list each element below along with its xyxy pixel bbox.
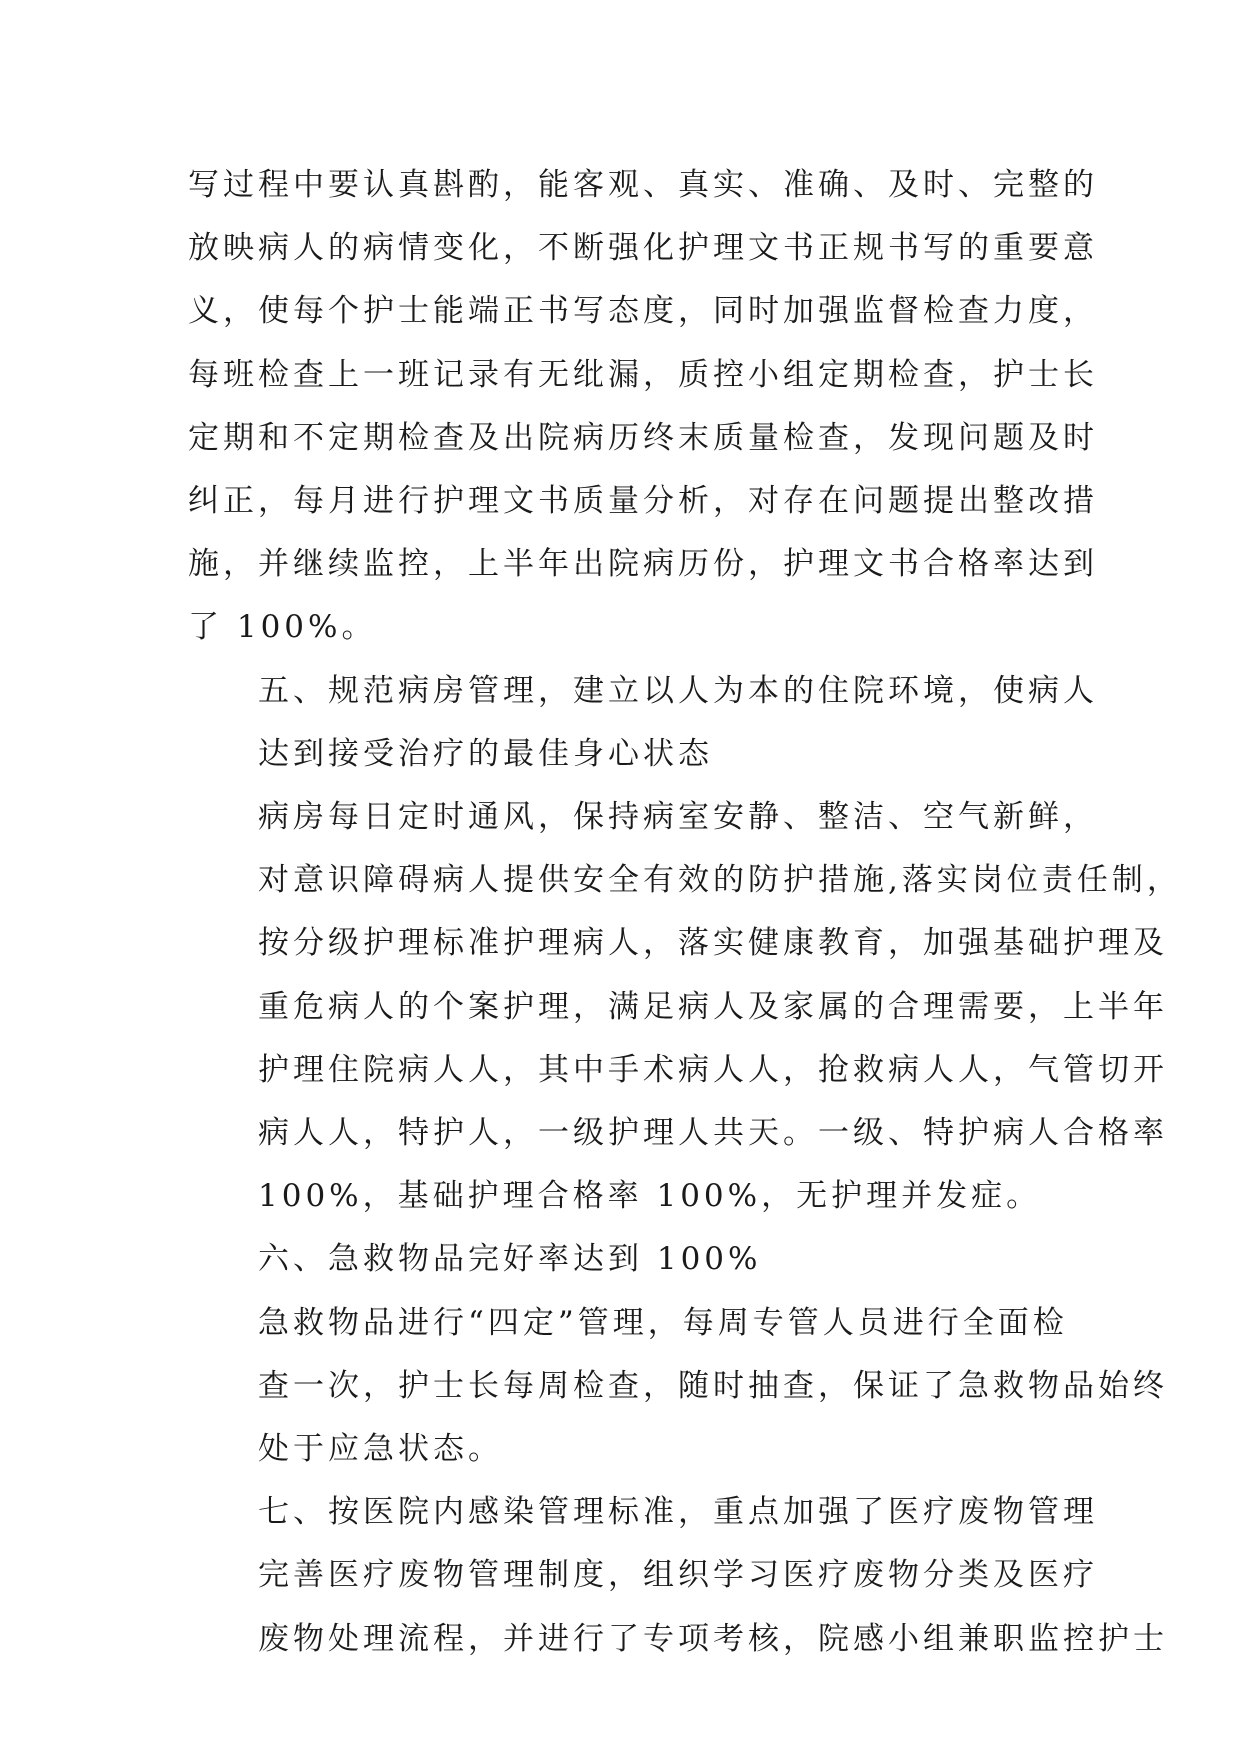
text-line: 病房每日定时通风，保持病室安静、整洁、空气新鲜， (258, 799, 1098, 836)
text-line: 100%，基础护理合格率 100%，无护理并发症。 (258, 1178, 1042, 1215)
text-line: 达到接受治疗的最佳身心状态 (258, 735, 713, 772)
section-heading (188, 1481, 1098, 1544)
text-line: 对意识障碍病人提供安全有效的防护措施,落实岗位责任制， (258, 862, 1182, 899)
text-line: 完善医疗废物管理制度，组织学习医疗废物分类及医疗 (258, 1557, 1098, 1594)
text-line: 放映病人的病情变化，不断强化护理文书正规书写的重要意 (188, 230, 1098, 267)
text-line: 急救物品进行“四定”管理，每周专管人员进行全面检 (258, 1304, 1068, 1341)
text-line: 七、按医院内感染管理标准，重点加强了医疗废物管理 (258, 1494, 1098, 1531)
document-body (188, 154, 1182, 1671)
body-paragraph (188, 786, 1182, 1228)
text-line: 写过程中要认真斟酌，能客观、真实、准确、及时、完整的 (188, 167, 1098, 203)
text-line: 每班检查上一班记录有无纰漏，质控小组定期检查，护士长 (188, 356, 1098, 393)
text-line: 义，使每个护士能端正书写态度，同时加强监督检查力度， (188, 293, 1098, 330)
body-paragraph (188, 154, 1098, 660)
text-line: 重危病人的个案护理，满足病人及家属的合理需要，上半年 (258, 988, 1168, 1025)
text-line: 处于应急状态。 (258, 1431, 503, 1468)
section-heading (188, 1228, 1056, 1291)
text-line: 五、规范病房管理，建立以人为本的住院环境，使病人 (258, 672, 1098, 709)
body-paragraph (188, 1292, 1168, 1482)
text-line: 按分级护理标准护理病人，落实健康教育，加强基础护理及 (258, 925, 1168, 962)
text-line: 纠正，每月进行护理文书质量分析，对存在问题提出整改措 (188, 483, 1098, 520)
body-paragraph (188, 1544, 1168, 1670)
text-line: 定期和不定期检查及出院病历终末质量检查，发现问题及时 (188, 419, 1098, 456)
text-line: 施，并继续监控，上半年出院病历份，护理文书合格率达到 (188, 546, 1098, 583)
text-line: 护理住院病人人，其中手术病人人，抢救病人人，气管切开 (258, 1051, 1168, 1088)
text-line: 六、急救物品完好率达到 100% (258, 1241, 762, 1278)
text-line: 查一次，护士长每周检查，随时抽查，保证了急救物品始终 (258, 1367, 1168, 1404)
text-line: 废物处理流程，并进行了专项考核，院感小组兼职监控护士 (258, 1620, 1168, 1657)
text-line: 病人人，特护人，一级护理人共天。一级、特护病人合格率 (258, 1115, 1168, 1152)
section-heading (188, 660, 1098, 786)
text-line: 了 100%。 (188, 609, 377, 646)
